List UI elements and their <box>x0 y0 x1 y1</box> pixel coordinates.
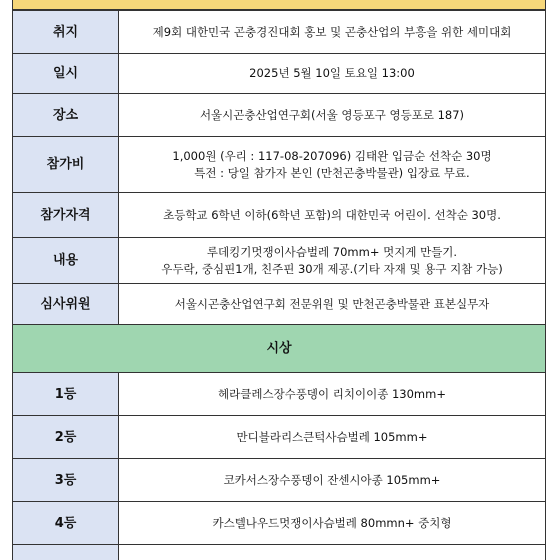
award-rank: 2등 <box>13 416 119 459</box>
awards-header: 시상 <box>13 325 546 373</box>
award-row <box>13 416 546 459</box>
award-prize: 코카서스장수풍뎅이 잔센시아종 105mm+ <box>119 459 546 502</box>
award-prize <box>119 545 546 560</box>
row-value-line: 우두락, 중심핀1개, 친주핀 30개 제공.(기타 자재 및 용구 지참 가능) <box>161 261 503 276</box>
row-value <box>119 193 546 238</box>
info-row <box>13 193 546 238</box>
info-row <box>13 11 546 54</box>
award-prize: 헤라클레스장수풍뎅이 리치이이종 130mm+ <box>119 373 546 416</box>
award-prize: 만디블라리스큰턱사슴벌레 105mm+ <box>119 416 546 459</box>
row-label: 취지 <box>13 11 119 54</box>
row-label: 장소 <box>13 94 119 137</box>
award-prize: 카스텔나우드멋쟁이사슴벌레 80mmn+ 중치형 <box>119 502 546 545</box>
award-row <box>13 502 546 545</box>
row-value <box>119 284 546 325</box>
header-strip <box>12 0 546 10</box>
event-info-table <box>12 10 546 560</box>
row-label: 내용 <box>13 238 119 284</box>
row-value <box>119 54 546 94</box>
row-value-line: 2025년 5월 10일 토요일 13:00 <box>249 66 415 80</box>
info-row <box>13 238 546 284</box>
row-label: 심사위원 <box>13 284 119 325</box>
info-row <box>13 54 546 94</box>
row-value-line: 1,000원 (우리 : 117-08-207096) 김태완 입금순 선착순 30명 <box>172 148 492 163</box>
award-row <box>13 459 546 502</box>
row-value-line: 루데킹기멋쟁이사슴벌레 70mm+ 멋지게 만들기. <box>206 244 458 259</box>
award-row <box>13 545 546 560</box>
award-row <box>13 373 546 416</box>
info-row <box>13 284 546 325</box>
row-label: 일시 <box>13 54 119 94</box>
award-rank: 4등 <box>13 502 119 545</box>
row-label: 참가자격 <box>13 193 119 238</box>
row-label: 참가비 <box>13 137 119 193</box>
award-rank <box>13 545 119 560</box>
row-value <box>119 94 546 137</box>
info-row <box>13 137 546 193</box>
awards-section-header <box>13 325 546 373</box>
row-value-line: 제9회 대한민국 곤충경진대회 홍보 및 곤충산업의 부흥을 위한 세미대회 <box>152 24 512 39</box>
row-value <box>119 11 546 54</box>
info-row <box>13 94 546 137</box>
award-rank: 1등 <box>13 373 119 416</box>
award-rank: 3등 <box>13 459 119 502</box>
row-value <box>119 238 546 284</box>
row-value <box>119 137 546 193</box>
row-value-line: 초등학교 6학년 이하(6학년 포함)의 대한민국 어린이. 선착순 30명. <box>163 207 501 222</box>
row-value-line: 서울시곤충산업연구회(서울 영등포구 영등포로 187) <box>199 107 465 122</box>
row-value-line: 특전 : 당일 참가자 본인 (만천곤충박물관) 입장료 무료. <box>194 165 470 180</box>
row-value-line: 서울시곤충산업연구회 전문위원 및 만천곤충박물관 표본실무자 <box>174 296 490 311</box>
